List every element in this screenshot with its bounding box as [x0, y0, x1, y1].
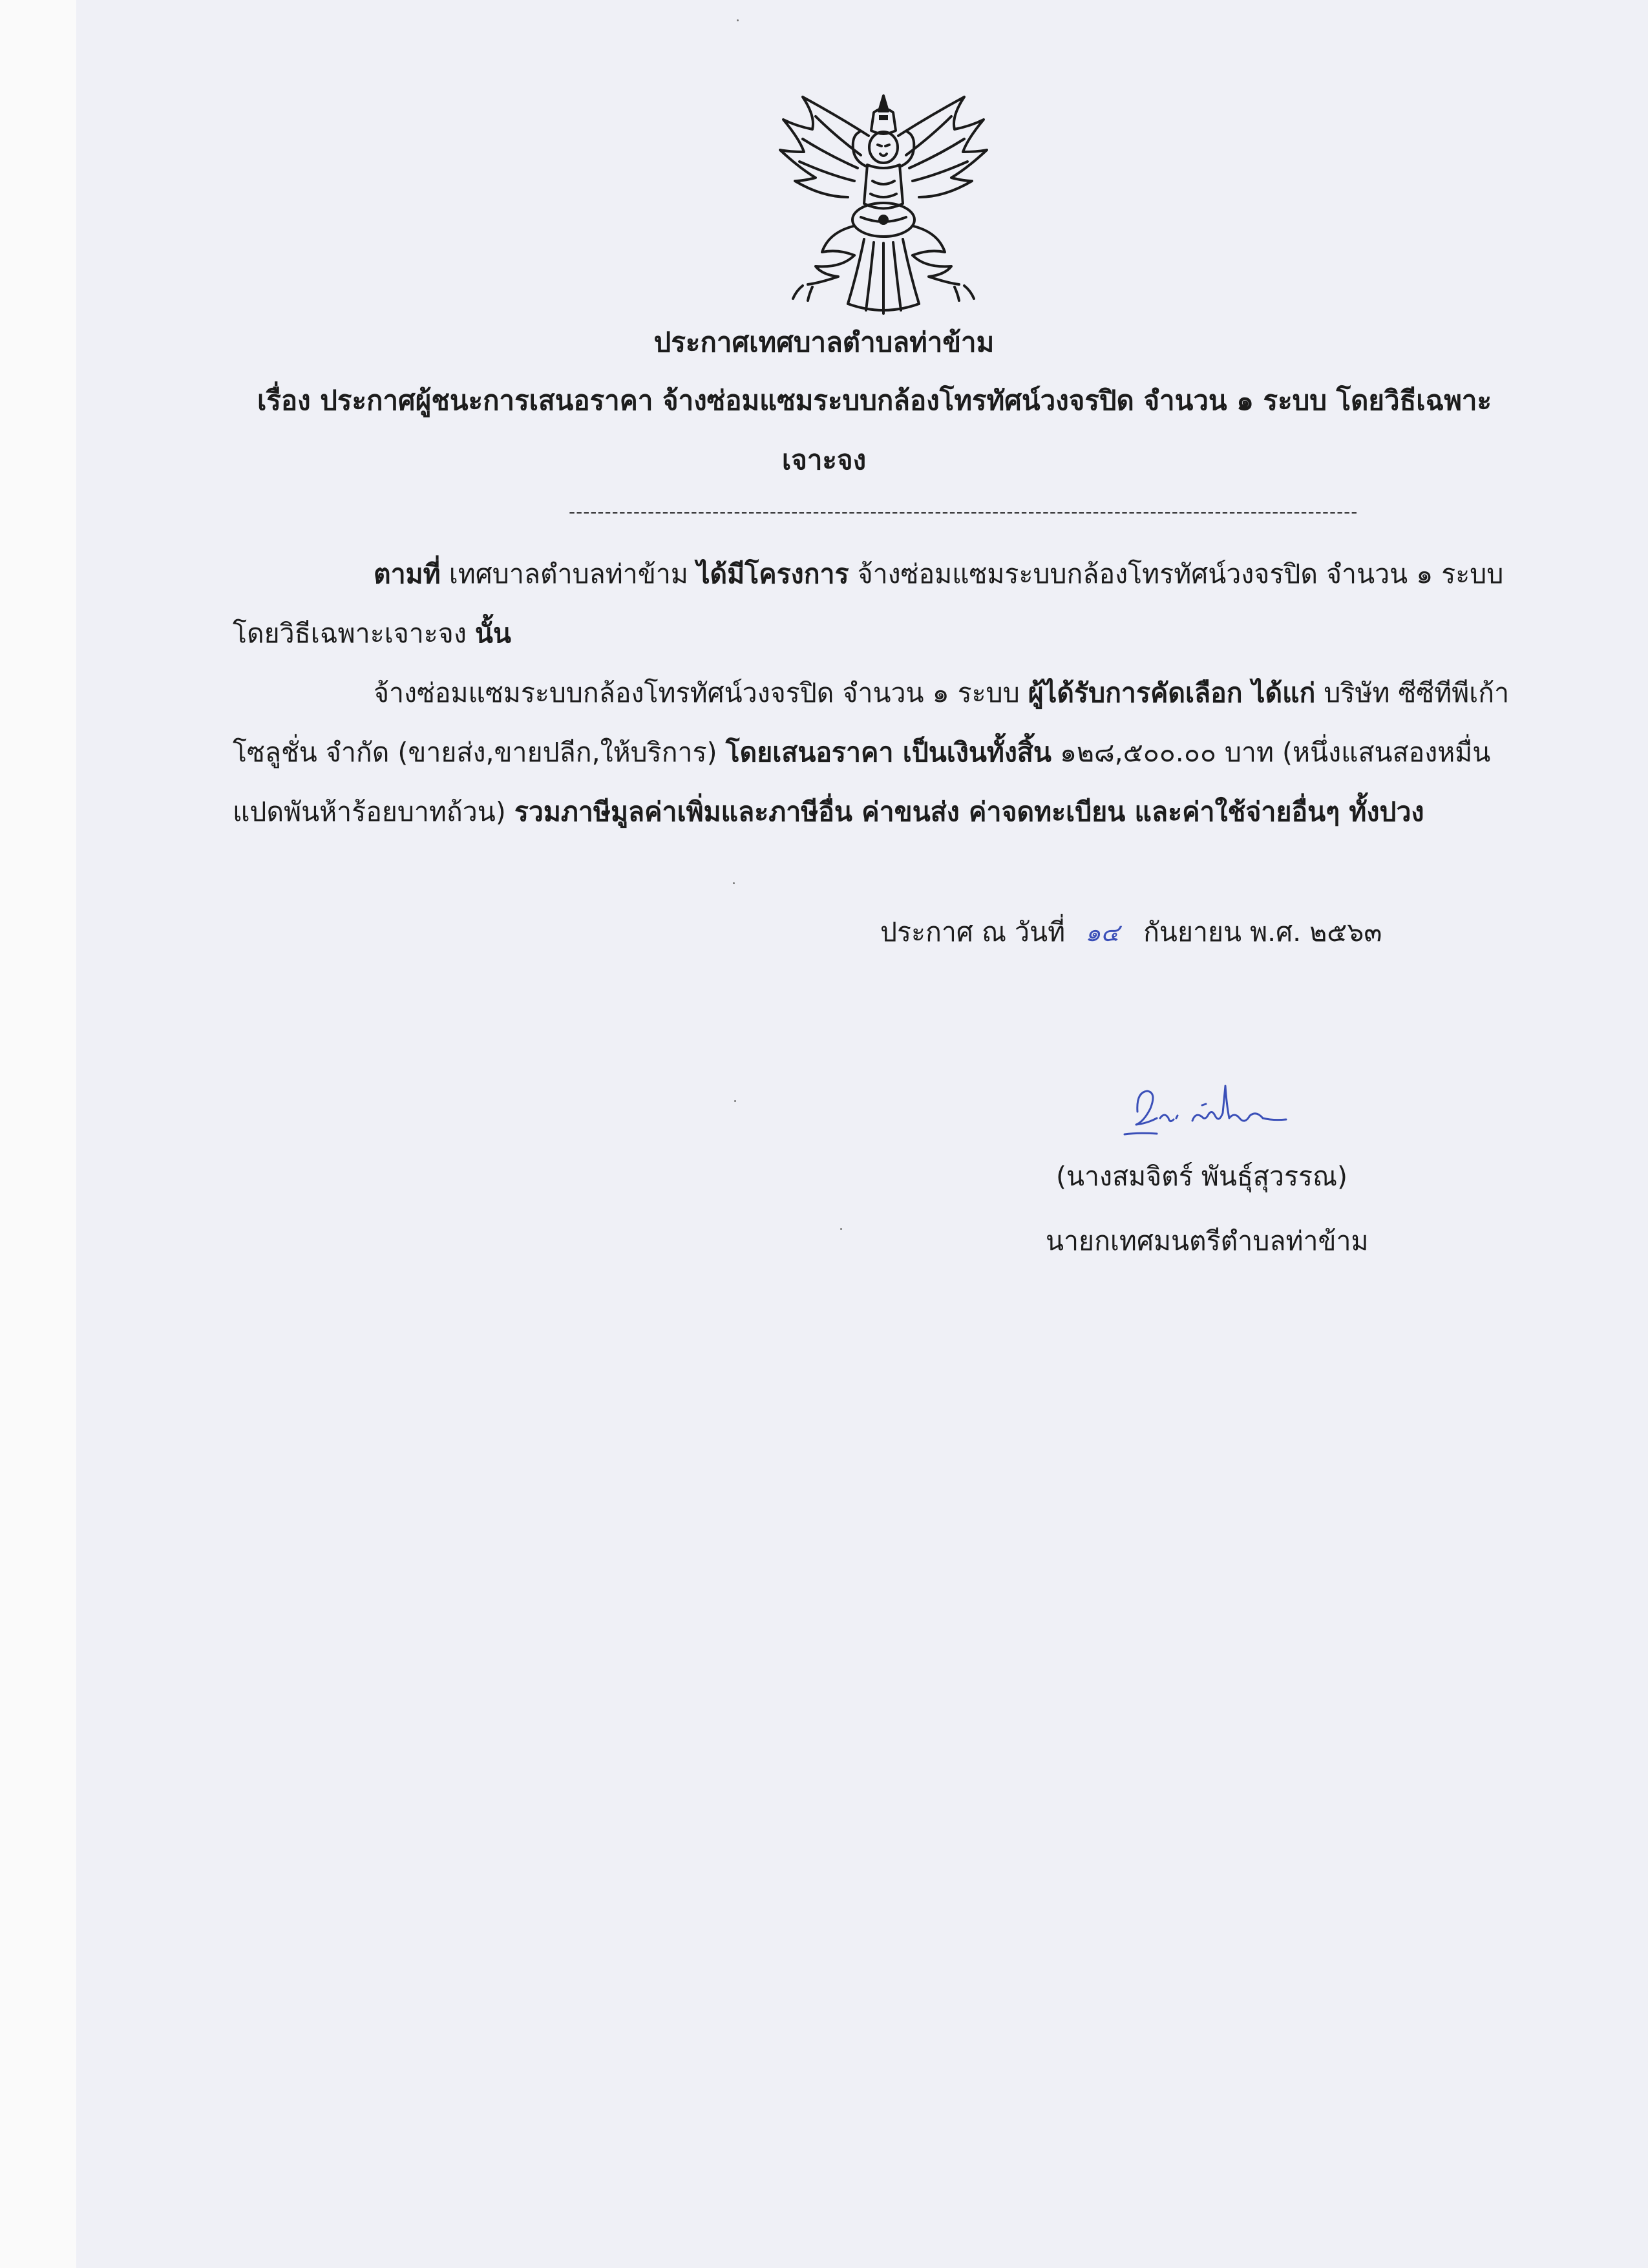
text-segment: ได้มีโครงการ: [696, 558, 849, 589]
paragraph-2-line-1: [374, 673, 1509, 712]
paragraph-1-line-1: [374, 555, 1503, 593]
text-segment: ๑๒๘,๕๐๐.๐๐ บาท (หนึ่งแสนสองหมื่น: [1051, 737, 1491, 768]
text-segment: ผู้ได้รับการคัดเลือก ได้แก่: [1028, 677, 1316, 708]
text-segment: โซลูชั่น จำกัด (ขายส่ง,ขายปลีก,ให้บริการ): [233, 737, 726, 768]
date-prefix: ประกาศ ณ วันที่: [880, 917, 1066, 948]
text-segment: รวมภาษีมูลค่าเพิ่มและภาษีอื่น ค่าขนส่ง ค่าจดทะเบียน และค่าใช้จ่ายอื่นๆ ทั้งปวง: [514, 796, 1424, 827]
text-segment: โดยเสนอราคา เป็นเงินทั้งสิ้น: [725, 737, 1051, 768]
separator-line: --------------------------------------------------------------------------------------------------------------: [569, 501, 1358, 522]
text-segment: จ้างซ่อมแซมระบบกล้องโทรทัศน์วงจรปิด จำนวน ๑ ระบบ: [849, 558, 1504, 589]
scan-speck: [733, 882, 735, 884]
subject-line-continued: เจาะจง: [781, 444, 867, 476]
text-segment: บริษัท ซีซีทีพีเก้า: [1315, 677, 1510, 708]
text-segment: ตามที่: [374, 558, 441, 589]
signatory-name: (นางสมจิตร์ พันธุ์สุวรรณ): [1056, 1161, 1348, 1192]
text-segment: แปดพันห้าร้อยบาทถ้วน): [233, 796, 514, 827]
text-segment: นั้น: [474, 618, 511, 649]
subject-line: เรื่อง ประกาศผู้ชนะการเสนอราคา จ้างซ่อมแซมระบบกล้องโทรทัศน์วงจรปิด จำนวน ๑ ระบบ โดยวิธีเฉพาะ: [257, 385, 1492, 416]
text-segment: เทศบาลตำบลท่าข้าม: [440, 558, 697, 589]
text-segment: จ้างซ่อมแซมระบบกล้องโทรทัศน์วงจรปิด จำนวน ๑ ระบบ: [374, 677, 1028, 708]
date-month-year: กันยายน พ.ศ. ๒๕๖๓: [1143, 917, 1382, 948]
garuda-emblem-icon: [777, 90, 990, 317]
scan-speck: [840, 1228, 842, 1230]
announcement-date: [880, 913, 1382, 952]
signatory-position: นายกเทศมนตรีตำบลท่าข้าม: [1046, 1225, 1369, 1256]
announcement-title: ประกาศเทศบาลตำบลท่าข้าม: [653, 326, 995, 358]
paragraph-2-line-2: [233, 733, 1490, 772]
paragraph-1-line-2: [233, 614, 511, 653]
scan-speck: [737, 19, 739, 21]
handwritten-day: ๑๔: [1085, 918, 1120, 947]
text-segment: โดยวิธีเฉพาะเจาะจง: [233, 618, 475, 649]
scan-speck: [734, 1100, 736, 1102]
paragraph-2-line-3: [233, 792, 1424, 831]
handwritten-signature-icon: [1112, 1073, 1305, 1150]
